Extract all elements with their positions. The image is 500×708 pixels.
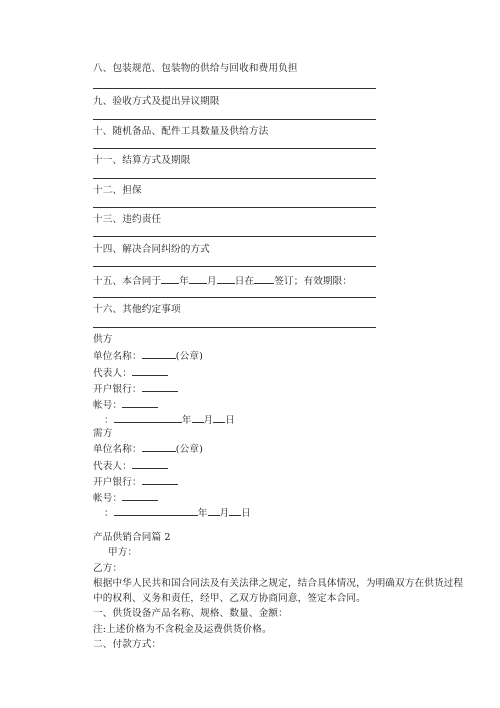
- blank: [142, 349, 176, 359]
- fill-line: [93, 88, 376, 89]
- year: 年: [197, 508, 208, 519]
- clause-15-year: 年: [179, 276, 189, 287]
- colon: ：: [104, 508, 114, 519]
- party-b: 乙方：: [93, 563, 123, 574]
- supplier-account: [93, 398, 158, 412]
- clause-15: [93, 274, 352, 288]
- blank: [114, 413, 182, 423]
- month: 月: [203, 415, 214, 426]
- supplier-date: [104, 413, 235, 427]
- supplier-representative: [93, 366, 168, 380]
- clause-15-prefix: 十五、本合同于: [93, 276, 162, 287]
- fill-line: [93, 297, 376, 298]
- blank: [122, 398, 158, 408]
- seal-note: (公章): [175, 351, 203, 362]
- intro-line-1: 根据中华人民共和国合同法及有关法律之规定，结合具体情况，为明确双方在供货过程: [93, 578, 464, 589]
- second-contract-title: 产品供销合同篇 2: [93, 532, 171, 543]
- day: 日: [241, 508, 251, 519]
- clause-12: 十二、担保: [93, 185, 142, 196]
- label: 帐号：: [93, 493, 123, 504]
- label: 帐号：: [93, 400, 123, 411]
- price-note: 注:上述价格为不含税金及运费供货价格。: [93, 624, 272, 635]
- blank: [114, 506, 198, 516]
- buyer-account: [93, 491, 158, 505]
- clause-14: 十四、解决合同纠纷的方式: [93, 244, 210, 255]
- label: 开户银行：: [93, 477, 142, 488]
- item-1: 一、供货设备产品名称、规格、数量、金额：: [93, 608, 288, 619]
- blank: [213, 413, 225, 423]
- year: 年: [181, 415, 192, 426]
- clause-15-month: 月: [206, 276, 217, 287]
- label: 单位名称：: [93, 351, 142, 362]
- fill-line: [93, 207, 376, 208]
- clause-9: 九、验收方式及提出异议期限: [93, 96, 220, 107]
- blank: [132, 459, 168, 469]
- blank: [142, 442, 176, 452]
- blank: [142, 475, 178, 485]
- clause-8: 八、包装规范、包装物的供给与回收和费用负担: [93, 63, 298, 74]
- supplier-unit-name: [93, 349, 203, 363]
- party-a: 甲方：: [108, 547, 138, 558]
- clause-13: 十三、违约责任: [93, 214, 162, 225]
- blank-year: [161, 274, 179, 284]
- buyer-representative: [93, 459, 168, 473]
- blank-day: [217, 274, 235, 284]
- seal-note: (公章): [175, 444, 203, 455]
- month: 月: [219, 508, 230, 519]
- buyer-title: 需方: [93, 428, 113, 439]
- fill-line: [93, 178, 376, 179]
- supplier-title: 供方: [93, 334, 113, 345]
- clause-16: 十六、其他约定事项: [93, 304, 181, 315]
- blank-month: [189, 274, 207, 284]
- intro-line-2: 中的权利、义务和责任，经甲、乙双方协商同意，签定本合同。: [93, 593, 366, 604]
- clause-15-signed: 签订；有效期限：: [274, 276, 353, 287]
- clause-11: 十一、结算方式及期限: [93, 155, 191, 166]
- buyer-bank: [93, 475, 178, 489]
- blank: [122, 491, 158, 501]
- blank: [132, 366, 168, 376]
- label: 代表人：: [93, 461, 132, 472]
- blank: [208, 506, 220, 516]
- blank: [142, 382, 178, 392]
- blank-place: [254, 274, 274, 284]
- fill-line: [93, 148, 376, 149]
- fill-line: [93, 266, 376, 267]
- buyer-unit-name: [93, 442, 203, 456]
- supplier-bank: [93, 382, 178, 396]
- label: 代表人：: [93, 368, 132, 379]
- buyer-date: [104, 506, 251, 520]
- item-2: 二、付款方式：: [93, 639, 162, 650]
- fill-line: [93, 119, 376, 120]
- fill-line: [93, 236, 376, 237]
- clause-10: 十、随机备品、配件工具数量及供给方法: [93, 126, 269, 137]
- label: 开户银行：: [93, 384, 142, 395]
- colon: ：: [104, 415, 114, 426]
- blank: [192, 413, 204, 423]
- blank: [229, 506, 241, 516]
- label: 单位名称：: [93, 444, 142, 455]
- clause-15-day-at: 日在: [234, 276, 255, 287]
- fill-line: [93, 327, 376, 328]
- day: 日: [225, 415, 235, 426]
